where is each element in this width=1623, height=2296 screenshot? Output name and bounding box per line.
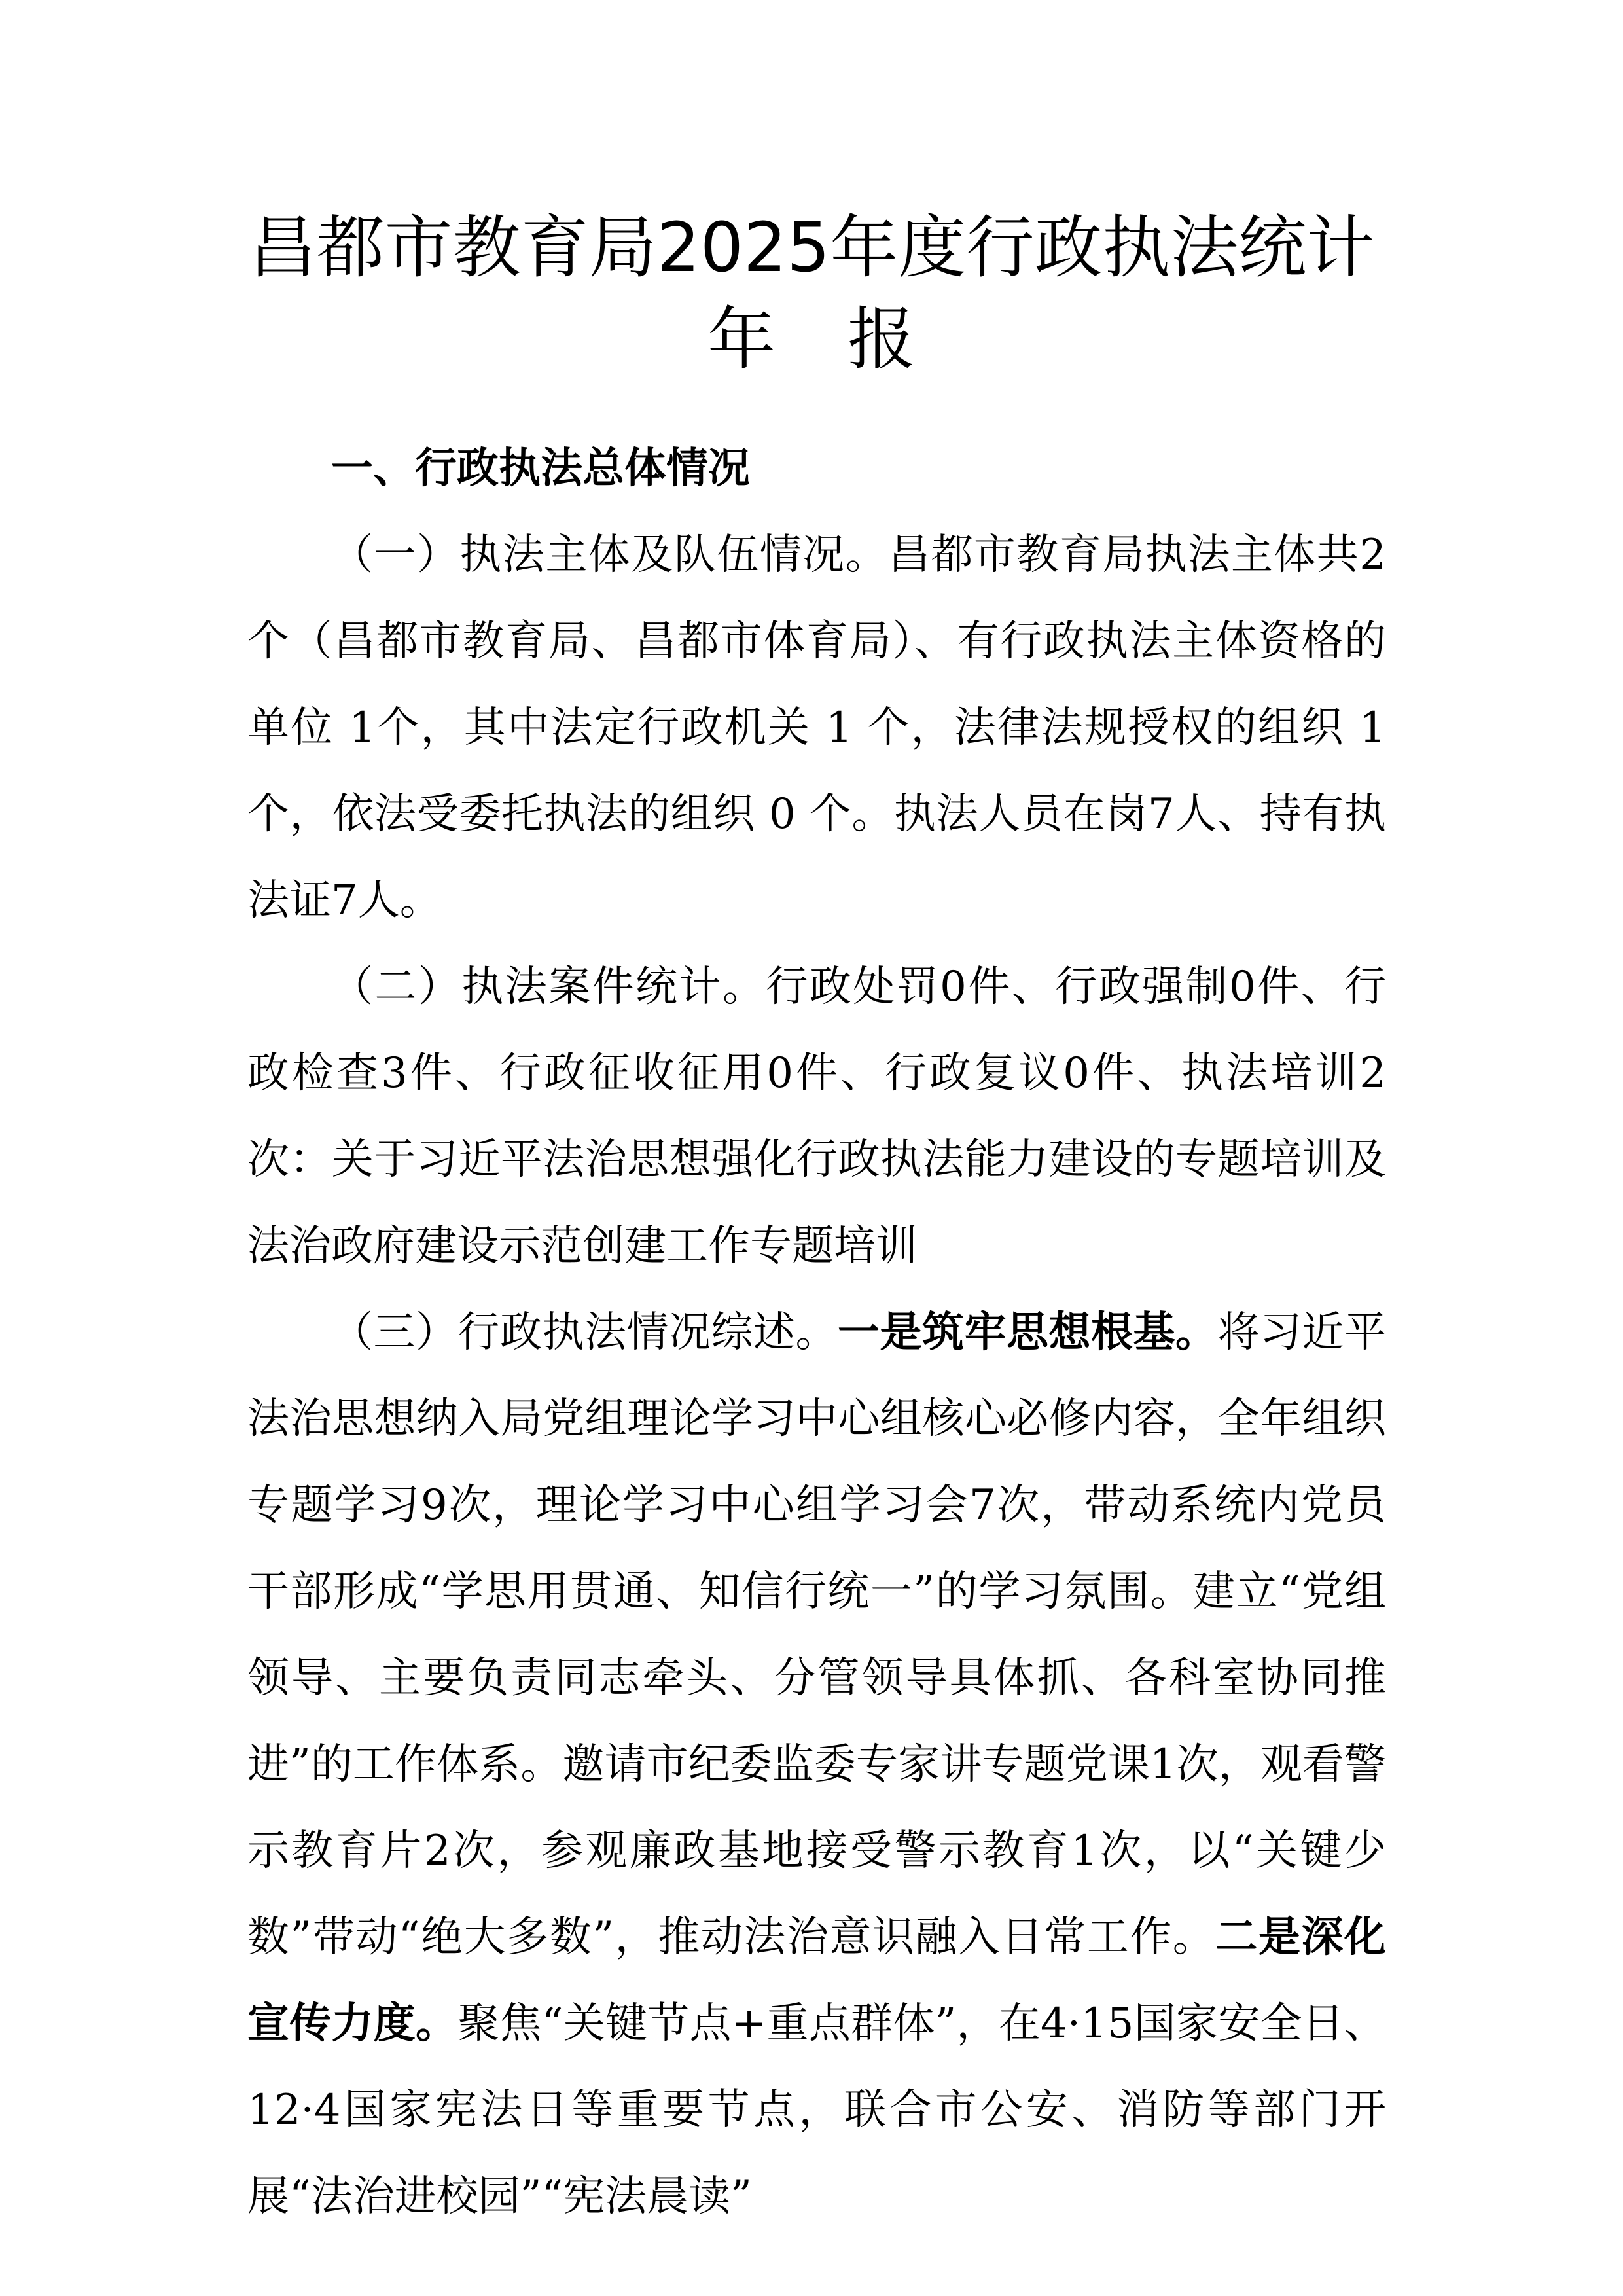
summary-point-one: 一是筑牢思想根基。 [838,1308,1218,1357]
summary-point-two: 二是深化宣传力度。 [247,1913,1387,2048]
title-char-nian: 年 [707,299,776,379]
title-char-bao: 报 [847,299,916,379]
document-title-line1: 昌都市教育局2025年度行政执法统计 [248,207,1375,287]
document-title-line2 [0,300,1623,378]
summary-point-two-text: 聚焦“关键节点+重点群体”，在4·15国家安全日、12·4国家宪法日等重要节点，联合市公安、消防等部门开展“法治进校园”“宪法晨读” [247,2000,1387,2221]
document-body [247,425,1386,2240]
summary-lead: （三）行政执法情况综述。 [331,1308,838,1357]
paragraph-enforcement-subjects: （一）执法主体及队伍情况。昌都市教育局执法主体共2个（昌都市教育局、昌都市体育局）、有行政执法主体资格的单位 1个，其中法定行政机关 1 个，法律法规授权的组织 1 个，依法受委托执法的组织 0 个。执法人员在岗7人、持有执法证7人。 [247,531,1386,925]
paragraph-case-statistics: （二）执法案件统计。行政处罚0件、行政强制0件、行政检查3件、行政征收征用0件、行政复议0件、执法培训2次：关于习近平法治思想强化行政执法能力建设的专题培训及法治政府建设示范创建工作专题培训 [247,963,1386,1270]
section-heading: 一、行政执法总体情况 [331,444,750,493]
paragraph-enforcement-summary [247,1289,1386,2240]
summary-point-one-text: 将习近平法治思想纳入局党组理论学习中心组核心必修内容，全年组织专题学习9次，理论学习中心组学习会7次，带动系统内党员干部形成“学思用贯通、知信行统一”的学习氛围。建立“党组领导、主要负责同志牵头、分管领导具体抓、各科室协同推进”的工作体系。邀请市纪委监委专家讲专题党课1次，观看警示教育片2次，参观廉政基地接受警示教育1次，以“关键少数”带动“绝大多数”，推动法治意识融入日常工作。 [247,1308,1386,1962]
